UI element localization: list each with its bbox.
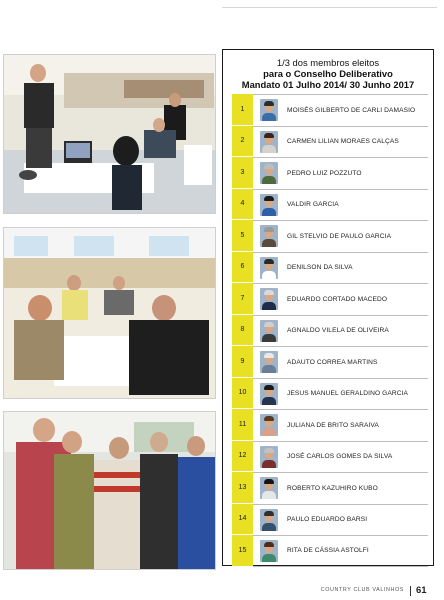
photo-election-table (3, 54, 216, 214)
member-photo (260, 446, 278, 468)
member-photo (260, 162, 278, 184)
member-number: 1 (232, 94, 253, 126)
member-row (232, 472, 428, 504)
member-photo (260, 320, 278, 342)
member-name: JULIANA DE BRITO SARAIVA (287, 421, 379, 429)
member-cell (253, 220, 428, 252)
member-cell (253, 409, 428, 441)
member-number: 7 (232, 283, 253, 315)
member-row (232, 252, 428, 284)
member-row (232, 441, 428, 473)
member-photo (260, 131, 278, 153)
member-number: 6 (232, 252, 253, 284)
member-photo (260, 414, 278, 436)
member-name: MOISÉS GILBERTO DE CARLI DAMASIO (287, 106, 416, 114)
member-row (232, 94, 428, 126)
member-photo (260, 540, 278, 562)
footer-separator (410, 586, 411, 596)
member-number: 3 (232, 157, 253, 189)
member-cell (253, 346, 428, 378)
member-cell (253, 283, 428, 315)
member-cell (253, 189, 428, 221)
panel-title-line-1: 1/3 dos membros eleitos (276, 57, 380, 68)
member-name: ROBERTO KAZUHIRO KUBO (287, 484, 378, 492)
member-number: 15 (232, 535, 253, 567)
member-cell (253, 504, 428, 536)
member-row (232, 409, 428, 441)
member-name: EDUARDO CORTADO MACEDO (287, 295, 388, 303)
member-row (232, 189, 428, 221)
member-name: ADAUTO CORREA MARTINS (287, 358, 378, 366)
member-photo (260, 99, 278, 121)
photo-signing (3, 227, 216, 399)
member-row (232, 220, 428, 252)
member-cell (253, 126, 428, 158)
member-name: PEDRO LUIZ POZZUTO (287, 169, 362, 177)
member-name: AGNALDO VILELA DE OLIVEIRA (287, 327, 389, 335)
member-number: 12 (232, 441, 253, 473)
member-number: 4 (232, 189, 253, 221)
member-row (232, 283, 428, 315)
member-cell (253, 472, 428, 504)
member-row (232, 504, 428, 536)
page-number: 61 (416, 585, 427, 596)
member-cell (253, 252, 428, 284)
member-photo (260, 257, 278, 279)
member-photo (260, 509, 278, 531)
member-name: JESUS MANUEL GERALDINO GARCIA (287, 390, 409, 398)
member-row (232, 535, 428, 567)
member-number: 10 (232, 378, 253, 410)
member-photo (260, 288, 278, 310)
member-row (232, 346, 428, 378)
member-row (232, 126, 428, 158)
member-photo (260, 383, 278, 405)
member-name: GIL STELVIO DE PAULO GARCIA (287, 232, 392, 240)
panel-title-line-3: Mandato 01 Julho 2014/ 30 Junho 2017 (241, 79, 415, 90)
member-cell (253, 535, 428, 567)
member-number: 5 (232, 220, 253, 252)
top-rule (222, 7, 437, 8)
photo-group (3, 411, 216, 570)
members-panel (222, 49, 434, 566)
member-cell (253, 441, 428, 473)
member-row (232, 157, 428, 189)
publication-name: COUNTRY CLUB VALINHOS (320, 587, 404, 593)
member-name: PAULO EDUARDO BARSI (287, 516, 368, 524)
member-number: 9 (232, 346, 253, 378)
member-cell (253, 94, 428, 126)
member-photo (260, 194, 278, 216)
member-name: RITA DE CÁSSIA ASTOLFI (287, 547, 369, 555)
member-number: 14 (232, 504, 253, 536)
member-photo (260, 225, 278, 247)
member-cell (253, 315, 428, 347)
member-photo (260, 477, 278, 499)
member-number: 8 (232, 315, 253, 347)
member-number: 13 (232, 472, 253, 504)
member-number: 2 (232, 126, 253, 158)
member-number: 11 (232, 409, 253, 441)
member-photo (260, 351, 278, 373)
member-name: CARMEN LILIAN MORAES CALÇAS (287, 138, 399, 146)
member-name: DENILSON DA SILVA (287, 264, 353, 272)
member-cell (253, 378, 428, 410)
member-row (232, 378, 428, 410)
panel-title-line-2: para o Conselho Deliberativo (263, 68, 393, 79)
page-footer (0, 586, 444, 598)
member-cell (253, 157, 428, 189)
member-row (232, 315, 428, 347)
members-list (232, 94, 428, 567)
member-name: JOSÉ CARLOS GOMES DA SILVA (287, 453, 393, 461)
member-name: VALDIR GARCIA (287, 201, 339, 209)
panel-title (223, 57, 433, 90)
